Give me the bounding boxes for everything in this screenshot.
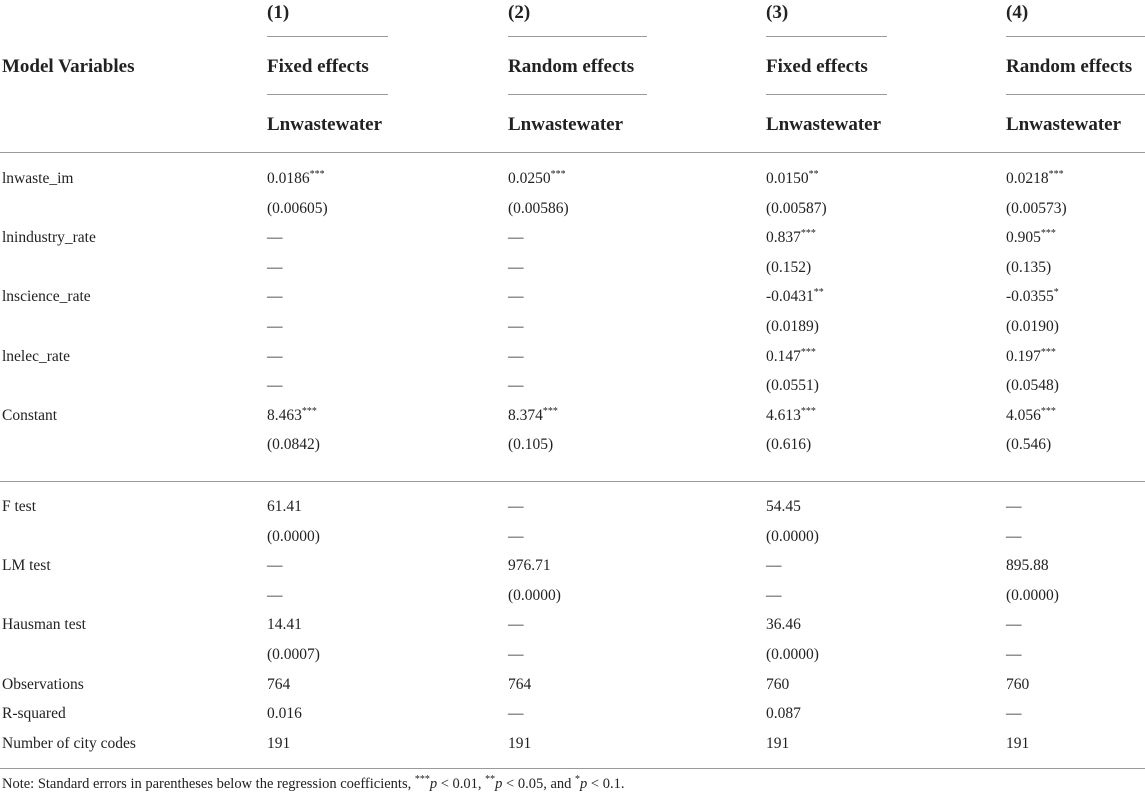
table-cell: (0.546)	[1006, 436, 1052, 454]
note-sig3-text: < 0.1.	[587, 776, 625, 792]
table-cell: 0.0186***	[267, 168, 325, 187]
estimator-2: Random effects	[508, 56, 635, 77]
table-cell: 54.45	[766, 498, 801, 515]
table-cell: (0.0000)	[267, 527, 320, 545]
row-label: lnindustry_rate	[2, 229, 96, 247]
table-cell: 4.056***	[1006, 405, 1056, 424]
header-rule-2a	[508, 36, 647, 37]
table-cell: (0.00586)	[508, 199, 569, 217]
model-number-4: (4)	[1006, 2, 1029, 23]
rule-below-coefficients	[0, 481, 1145, 482]
table-cell: —	[508, 498, 524, 515]
row-label: R-squared	[2, 705, 66, 723]
table-cell: 4.613***	[766, 405, 816, 424]
table-cell: —	[1006, 616, 1022, 634]
table-cell: 0.905***	[1006, 228, 1056, 247]
table-cell: 191	[267, 734, 291, 752]
estimator-3: Fixed effects	[766, 56, 868, 77]
note-p-symbol-1: p	[429, 776, 438, 792]
table-cell: (0.0000)	[1006, 586, 1059, 604]
note-p-symbol-2: p	[495, 776, 503, 792]
table-cell: 0.016	[267, 705, 302, 723]
dependent-var-3: Lnwastewater	[766, 114, 882, 135]
table-cell: —	[508, 705, 524, 723]
header-rule-2b	[508, 94, 647, 95]
table-cell: (0.135)	[1006, 258, 1052, 276]
rule-above-note	[0, 768, 1145, 769]
table-cell: 764	[267, 675, 291, 693]
row-label: Constant	[2, 406, 58, 424]
dependent-var-2: Lnwastewater	[508, 114, 624, 135]
table-cell: (0.0842)	[267, 436, 320, 454]
table-cell: 14.41	[267, 616, 302, 634]
table-cell: —	[1006, 646, 1022, 663]
table-cell: 8.463***	[267, 405, 317, 424]
table-cell: —	[1006, 498, 1022, 515]
model-number-1: (1)	[267, 2, 290, 23]
table-cell: 8.374***	[508, 405, 558, 424]
header-rule-3a	[766, 36, 887, 37]
row-label: F test	[2, 498, 37, 515]
model-number-3: (3)	[766, 2, 789, 23]
table-cell: —	[766, 586, 782, 604]
rule-below-header	[0, 152, 1145, 153]
table-cell: 191	[766, 734, 790, 752]
note-sig2-stars: **	[485, 774, 496, 786]
table-cell: (0.0000)	[508, 586, 561, 604]
table-cell: 760	[1006, 675, 1030, 693]
header-rule-4b	[1006, 94, 1145, 95]
table-cell: —	[508, 527, 524, 545]
table-cell: —	[508, 616, 524, 634]
table-cell: (0.00587)	[766, 199, 827, 217]
table-cell: (0.00573)	[1006, 199, 1067, 217]
table-cell: (0.0007)	[267, 646, 320, 663]
model-number-2: (2)	[508, 2, 531, 23]
table-cell: 0.837***	[766, 228, 816, 247]
table-cell: —	[267, 347, 283, 365]
table-cell: —	[267, 557, 283, 575]
table-cell: (0.0190)	[1006, 318, 1059, 335]
dependent-var-1: Lnwastewater	[267, 114, 383, 135]
table-cell: 191	[1006, 734, 1030, 752]
row-label: Hausman test	[2, 616, 86, 634]
header-rule-4a	[1006, 36, 1145, 37]
table-cell: 36.46	[766, 616, 801, 634]
note-sig3-stars: *	[575, 774, 581, 786]
table-cell: —	[508, 229, 524, 247]
table-cell: 895.88	[1006, 557, 1049, 575]
table-cell: —	[1006, 705, 1022, 723]
table-cell: —	[1006, 527, 1022, 545]
table-cell: —	[508, 646, 524, 663]
row-label: LM test	[2, 557, 51, 575]
note-prefix: Note: Standard errors in parentheses below the regression coefficients,	[2, 776, 415, 792]
table-cell: —	[508, 377, 524, 395]
table-cell: (0.0000)	[766, 527, 819, 545]
table-cell: (0.00605)	[267, 199, 328, 217]
estimator-4: Random effects	[1006, 56, 1133, 77]
table-cell: (0.616)	[766, 436, 812, 454]
dependent-var-4: Lnwastewater	[1006, 114, 1122, 135]
table-cell: (0.0551)	[766, 377, 819, 395]
table-cell: —	[766, 557, 782, 575]
table-cell: (0.152)	[766, 258, 812, 276]
header-rule-3b	[766, 94, 887, 95]
note-sig1-stars: ***	[414, 774, 430, 786]
table-cell: 191	[508, 734, 532, 752]
table-cell: —	[267, 229, 283, 247]
table-cell: 0.147***	[766, 346, 816, 365]
table-cell: 764	[508, 675, 532, 693]
table-cell: —	[267, 288, 283, 306]
header-rule-1a	[267, 36, 388, 37]
table-cell: 976.71	[508, 557, 551, 575]
table-cell: -0.0355*	[1006, 287, 1059, 306]
table-cell: 0.0218***	[1006, 168, 1064, 187]
note-p-symbol-3: p	[580, 776, 588, 792]
row-label-header: Model Variables	[2, 56, 135, 77]
table-cell: —	[267, 586, 283, 604]
table-note	[2, 776, 624, 793]
row-label: lnwaste_im	[2, 170, 74, 187]
estimator-1: Fixed effects	[267, 56, 369, 77]
table-cell: —	[508, 258, 524, 276]
table-cell: —	[508, 318, 524, 335]
header-rule-1b	[267, 94, 388, 95]
note-sig1-text: < 0.01,	[437, 776, 486, 792]
table-cell: -0.0431**	[766, 287, 824, 306]
table-cell: 0.197***	[1006, 346, 1056, 365]
table-cell: (0.0189)	[766, 318, 819, 335]
table-cell: —	[267, 258, 283, 276]
table-cell: 0.0250***	[508, 168, 566, 187]
table-cell: (0.0548)	[1006, 377, 1059, 395]
row-label: Observations	[2, 675, 84, 693]
note-sig2-text: < 0.05, and	[502, 776, 576, 792]
table-cell: 61.41	[267, 498, 302, 515]
table-cell: —	[267, 318, 283, 335]
table-cell: 0.087	[766, 705, 801, 723]
table-cell: —	[267, 377, 283, 395]
table-cell: (0.105)	[508, 436, 554, 454]
table-cell: —	[508, 288, 524, 306]
row-label: lnelec_rate	[2, 347, 70, 365]
table-cell: 760	[766, 675, 790, 693]
row-label: lnscience_rate	[2, 288, 91, 306]
table-cell: —	[508, 347, 524, 365]
table-cell: 0.0150**	[766, 168, 819, 187]
table-cell: (0.0000)	[766, 646, 819, 663]
row-label: Number of city codes	[2, 734, 136, 752]
